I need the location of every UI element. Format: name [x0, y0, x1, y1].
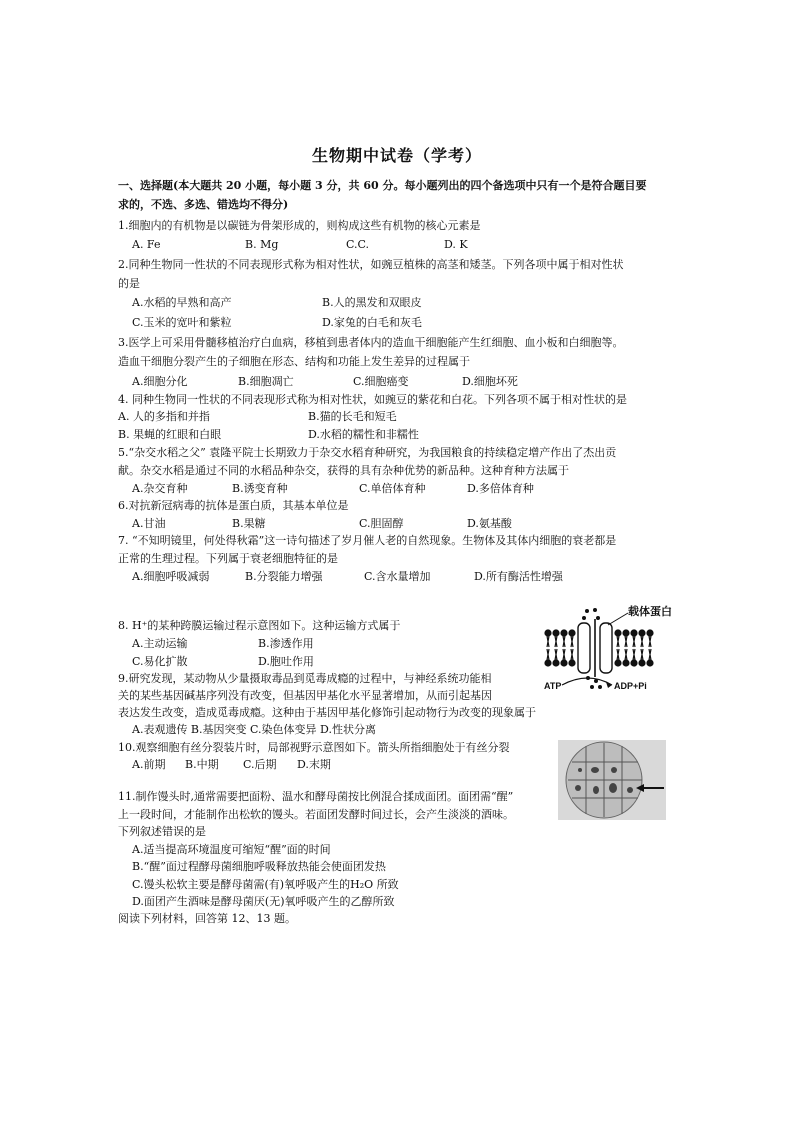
q3-option-d: D.细胞坏死 — [462, 375, 518, 388]
q11-stem-cont: 上一段时间，才能制作出松软的馒头。若面团发酵时间过长，会产生淡淡的酒味。 — [118, 808, 514, 821]
q4-option-b: B.猫的长毛和短毛 — [308, 410, 397, 423]
q2-option-a: A.水稻的早熟和高产 — [132, 296, 232, 309]
adp-label: ADP+Pi — [614, 681, 647, 691]
q9-options: A.表观遗传 B.基因突变 C.染色体变异 D.性状分离 — [132, 723, 376, 736]
lipid-bilayer — [545, 630, 653, 666]
section-heading: 一、选择题(本大题共 20 小题，每小题 3 分，共 60 分。每小题列出的四个备选项中只有一个是符合题目要 — [118, 179, 647, 192]
q7-option-b: B.分裂能力增强 — [245, 570, 323, 583]
q4-option-c: B. 果蝇的红眼和白眼 — [118, 428, 222, 441]
carrier-label-line — [608, 613, 628, 625]
q6-option-d: D.氨基酸 — [467, 517, 512, 530]
q1-stem: 1.细胞内的有机物是以碳链为骨架形成的，则构成这些有机物的核心元素是 — [118, 219, 481, 232]
q2-stem-cont: 的是 — [118, 277, 140, 290]
q7-stem-cont: 正常的生理过程。下列属于衰老细胞特征的是 — [118, 552, 338, 565]
q1-option-b: B. Mg — [245, 238, 279, 251]
q11-stem-cont-2: 下列叙述错误的是 — [118, 825, 206, 838]
q1-option-d: D. K — [444, 238, 468, 251]
q7-option-d: D.所有酶活性增强 — [474, 570, 563, 583]
q5-stem-cont: 献。杂交水稻是通过不同的水稻品种杂交，获得的具有杂种优势的新品种。这种育种方法属于 — [118, 464, 569, 477]
q5-option-c: C.单倍体育种 — [359, 482, 426, 495]
q6-option-a: A.甘油 — [132, 517, 166, 530]
q3-option-a: A.细胞分化 — [132, 375, 188, 388]
atp-label: ATP — [544, 681, 562, 691]
q1-option-c: C.C. — [346, 238, 370, 251]
q2-option-d: D.家兔的白毛和灰毛 — [322, 316, 422, 329]
q5-option-d: D.多倍体育种 — [467, 482, 534, 495]
q8-option-b: B.渗透作用 — [258, 637, 314, 650]
q4-stem: 4. 同种生物同一性状的不同表现形式称为相对性状，如豌豆的紫花和白花。下列各项不属于相对性状的是 — [118, 393, 627, 406]
q1-option-a: A. Fe — [132, 238, 161, 251]
q8-option-d: D.胞吐作用 — [258, 655, 314, 668]
q2-option-c: C.玉米的宽叶和紫粒 — [132, 316, 232, 329]
q11-option-d: D.面团产生酒味是酵母菌厌(无)氧呼吸产生的乙醇所致 — [132, 895, 395, 908]
q5-stem: 5.“杂交水稻之父” 袁隆平院士长期致力于杂交水稻育种研究，为我国粮食的持续稳定增产作出了杰出贡 — [118, 446, 617, 459]
q10-option-b: B.中期 — [185, 758, 219, 771]
q11-option-b: B.“醒”面过程酵母菌细胞呼吸释放热能会使面团发热 — [132, 860, 386, 873]
h-ion-dots-top — [582, 608, 600, 620]
q11-stem: 11.制作馒头时,通常需要把面粉、温水和酵母菌按比例混合揉成面团。面团需“醒” — [118, 790, 514, 803]
q7-option-a: A.细胞呼吸减弱 — [132, 570, 210, 583]
q4-option-d: D.水稻的糯性和非糯性 — [308, 428, 419, 441]
q8-option-c: C.易化扩散 — [132, 655, 188, 668]
q10-option-c: C.后期 — [243, 758, 277, 771]
q3-stem-cont: 造血干细胞分裂产生的子细胞在形态、结构和功能上发生差异的过程属于 — [118, 355, 470, 368]
q6-option-b: B.果糖 — [232, 517, 266, 530]
q9-stem-cont: 关的某些基因碱基序列没有改变，但基因甲基化水平显著增加，从而引起基因 — [118, 689, 492, 702]
q3-option-c: C.细胞癌变 — [353, 375, 409, 388]
q3-option-b: B.细胞凋亡 — [238, 375, 294, 388]
q5-option-b: B.诱变育种 — [232, 482, 288, 495]
q2-stem: 2.同种生物同一性状的不同表现形式称为相对性状，如豌豆植株的高茎和矮茎。下列各项中属于相对性状 — [118, 258, 624, 271]
q2-option-b: B.人的黑发和双眼皮 — [322, 296, 422, 309]
q9-stem-cont-2: 表达发生改变，造成觅毒成瘾。这种由于基因甲基化修饰引起动物行为改变的现象属于 — [118, 706, 536, 719]
q5-option-a: A.杂交育种 — [132, 482, 188, 495]
q8-option-a: A.主动运输 — [132, 637, 188, 650]
q9-stem: 9.研究发现，某动物从少量摄取毒品到觅毒成瘾的过程中，与神经系统功能相 — [118, 672, 492, 685]
q7-option-c: C.含水量增加 — [364, 570, 431, 583]
q10-stem: 10.观察细胞有丝分裂装片时，局部视野示意图如下。箭头所指细胞处于有丝分裂 — [118, 741, 510, 754]
reading-note: 阅读下列材料，回答第 12、13 题。 — [118, 912, 296, 925]
q10-option-d: D.末期 — [297, 758, 331, 771]
section-heading-cont: 求的，不选、多选、错选均不得分) — [118, 198, 289, 211]
q7-stem: 7. “不知明镜里，何处得秋霜”这一诗句描述了岁月催人老的自然现象。生物体及其体内细胞的衰老都是 — [118, 534, 617, 547]
q11-option-a: A.适当提高环境温度可缩短“醒”面的时间 — [132, 843, 331, 856]
q3-stem: 3.医学上可采用骨髓移植治疗白血病，移植到患者体内的造血干细胞能产生红细胞、血小板和白细胞等。 — [118, 336, 624, 349]
q6-stem: 6.对抗新冠病毒的抗体是蛋白质，其基本单位是 — [118, 499, 349, 512]
q6-option-c: C.胆固醇 — [359, 517, 404, 530]
carrier-protein-label: 载体蛋白 — [628, 606, 672, 618]
q4-option-a: A. 人的多指和并指 — [118, 410, 210, 423]
page-title: 生物期中试卷（学考） — [311, 146, 482, 165]
q8-stem: 8. H⁺的某种跨膜运输过程示意图如下。这种运输方式属于 — [118, 619, 401, 632]
q10-option-a: A.前期 — [132, 758, 166, 771]
membrane-transport-figure — [540, 605, 690, 695]
carrier-protein — [578, 619, 612, 677]
mitosis-micrograph-figure — [558, 740, 666, 820]
q11-option-c: C.馒头松软主要是酵母菌需(有)氧呼吸产生的H₂O 所致 — [132, 878, 399, 891]
